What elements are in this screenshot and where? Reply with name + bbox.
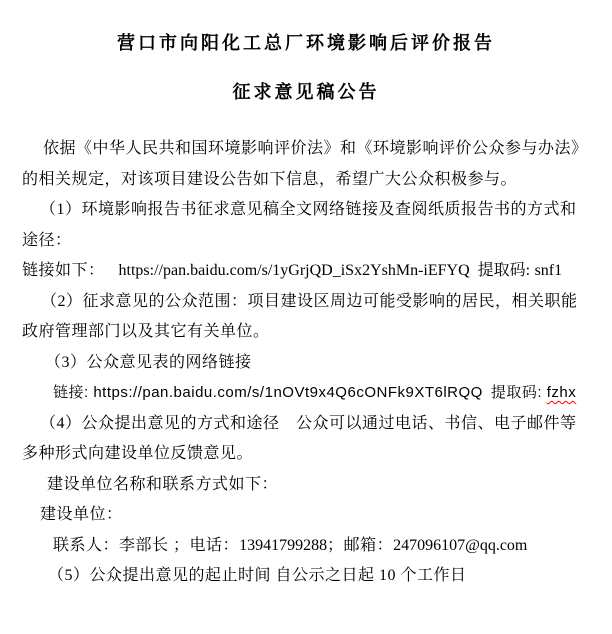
- item1-paragraph: （1）环境影响报告书征求意见稿全文网络链接及查阅纸质报告书的方式和途径：: [22, 201, 577, 249]
- contact-phone-label: 电话：: [189, 536, 240, 554]
- contact-email: 247096107@qq.com: [393, 536, 528, 554]
- report-link-url[interactable]: https://pan.baidu.com/s/1yGrjQD_iSx2YshMn-iEFYQ: [118, 262, 470, 279]
- contact-email-label: 邮箱：: [343, 536, 394, 554]
- opinion-form-code-label: 提取码:: [490, 384, 543, 401]
- contact-name: 李部长: [119, 536, 169, 554]
- contact-intro-line: 建设单位名称和联系方式如下：: [47, 475, 279, 493]
- item4-paragraph: （4）公众提出意见的方式和途径 公众可以通过电话、书信、电子邮件等多种形式向建设单位反馈意见。: [22, 414, 577, 462]
- contact-detail-line: [22, 531, 590, 562]
- opinion-form-link-line: [22, 378, 590, 409]
- document-body: [22, 134, 590, 592]
- report-link-code: snf1: [534, 262, 563, 279]
- report-link-code-label: 提取码:: [477, 262, 531, 279]
- opinion-form-link-url[interactable]: https://pan.baidu.com/s/1nOVt9x4Q6cONFk9XT6lRQQ: [93, 384, 483, 401]
- contact-separator-1: ；: [168, 536, 190, 554]
- item2-paragraph: （2）征求意见的公众范围：项目建设区周边可能受影响的居民，相关职能政府管理部门以及其它有关单位。: [22, 292, 578, 340]
- document-subtitle: 征求意见稿公告: [232, 82, 380, 102]
- report-link-label: 链接如下：: [22, 262, 105, 279]
- contact-phone: 13941799288: [239, 536, 328, 554]
- item3-paragraph: （3）公众意见表的网络链接: [45, 353, 252, 371]
- contact-separator-2: ；: [327, 536, 344, 554]
- report-link-line: [22, 256, 590, 287]
- intro-paragraph: 依据《中华人民共和国环境影响评价法》和《环境影响评价公众参与办法》的相关规定，对该项目建设公告如下信息，希望广大公众积极参与。: [22, 140, 588, 188]
- contact-name-label: 联系人：: [53, 536, 120, 554]
- document-title: 营口市向阳化工总厂环境影响后评价报告: [117, 33, 495, 53]
- construction-unit-line: 建设单位：: [40, 506, 123, 523]
- opinion-form-link-label: 链接:: [53, 384, 89, 401]
- opinion-form-code: fzhx: [546, 384, 577, 401]
- item5-paragraph: （5）公众提出意见的起止时间 自公示之日起 10 个工作日: [48, 567, 467, 584]
